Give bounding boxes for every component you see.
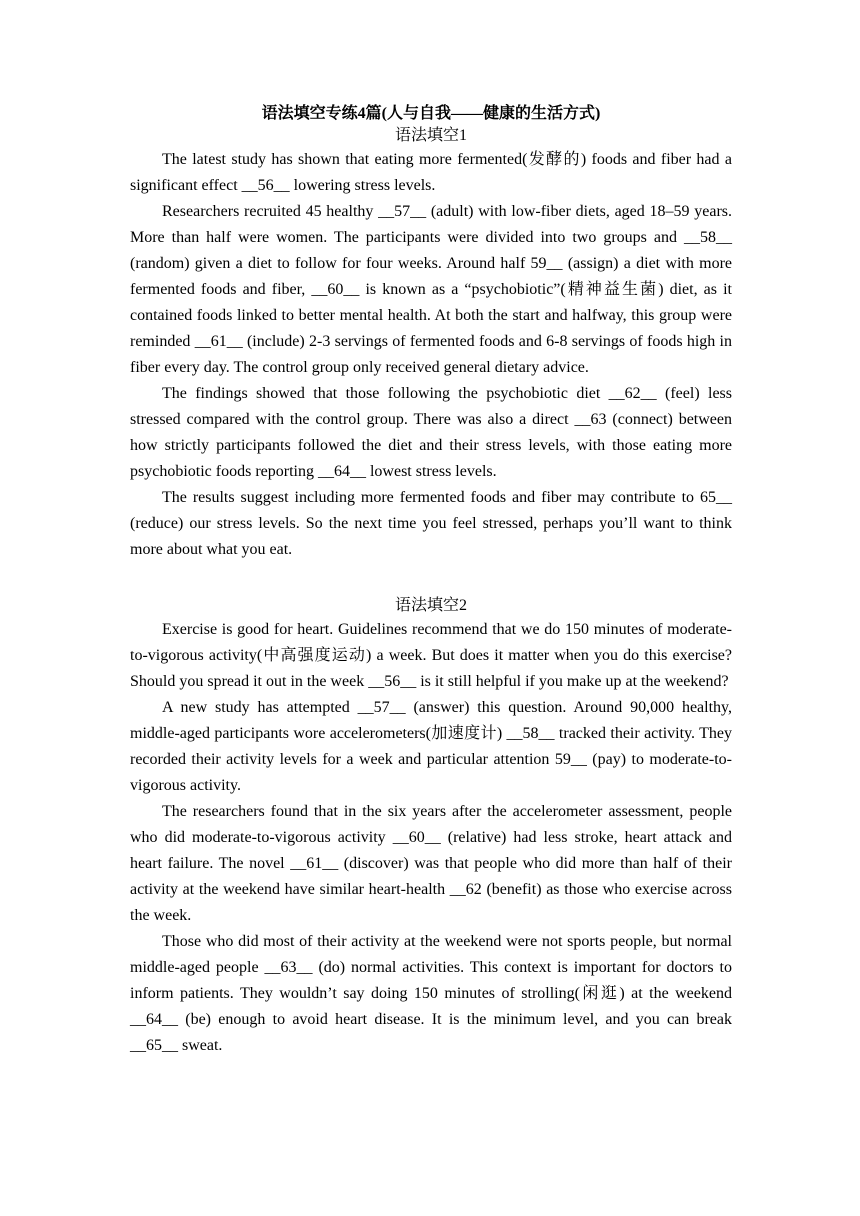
- section-2-paragraph-3: The researchers found that in the six years after the accelerometer assessment, people who did moderate-to-vigorous activity __60__ (relative) had less stroke, heart attack and heart failure. The novel __61__ (discover) was that people who did more than half of their activity at the weekend have similar heart-health __62 (benefit) as those who exercise across the week.: [130, 803, 732, 924]
- section-spacer: [130, 563, 732, 589]
- section-2-paragraph-4: Those who did most of their activity at the weekend were not sports people, but normal middle-aged people __63__ (do) normal activities. This context is important for doctors to inform patients. They wouldn’t say doing 150 minutes of strolling(闲逛) at the weekend __64__ (be) enough to avoid heart disease. It is the minimum level, and you can break __65__ sweat.: [130, 933, 732, 1054]
- section-1-paragraph-2: Researchers recruited 45 healthy __57__ (adult) with low-fiber diets, aged 18–59 years. More than half were women. The participants were divided into two groups and __58__ (random) given a diet to follow for four weeks. Around half 59__ (assign) a diet with more fermented foods and fiber, __60__ is known as a “psychobiotic”(精神益生菌) diet, as it contained foods linked to better mental health. At both the start and halfway, this group were reminded __61__ (include) 2-3 servings of fermented foods and 6-8 servings of foods high in fiber every day. The control group only received general dietary advice.: [130, 203, 732, 376]
- document-title: 语法填空专练4篇(人与自我——健康的生活方式): [261, 105, 601, 122]
- section-2-heading: 语法填空2: [394, 597, 467, 614]
- section-1-paragraph-4: The results suggest including more fermented foods and fiber may contribute to 65__ (reduce) our stress levels. So the next time you feel stressed, perhaps you’ll want to think more about what you eat.: [130, 489, 732, 558]
- section-1-paragraph-3: The findings showed that those following the psychobiotic diet __62__ (feel) less stressed compared with the control group. There was also a direct __63 (connect) between how strictly participants followed the diet and their stress levels, with those eating more psychobiotic foods reporting __64__ lowest stress levels.: [130, 385, 732, 480]
- section-2-paragraph-2: A new study has attempted __57__ (answer) this question. Around 90,000 healthy, middle-aged participants wore accelerometers(加速度计) __58__ tracked their activity. They recorded their activity levels for a week and particular attention 59__ (pay) to moderate-to-vigorous activity.: [130, 699, 732, 794]
- document-page: [130, 103, 732, 1059]
- section-1-heading: 语法填空1: [394, 127, 467, 144]
- section-1-paragraph-1: The latest study has shown that eating more fermented(发酵的) foods and fiber had a significant effect __56__ lowering stress levels.: [130, 151, 732, 194]
- section-2-paragraph-1: Exercise is good for heart. Guidelines recommend that we do 150 minutes of moderate-to-vigorous activity(中高强度运动) a week. But does it matter when you do this exercise? Should you spread it out in the week __56__ is it still helpful if you make up at the weekend?: [130, 621, 732, 690]
